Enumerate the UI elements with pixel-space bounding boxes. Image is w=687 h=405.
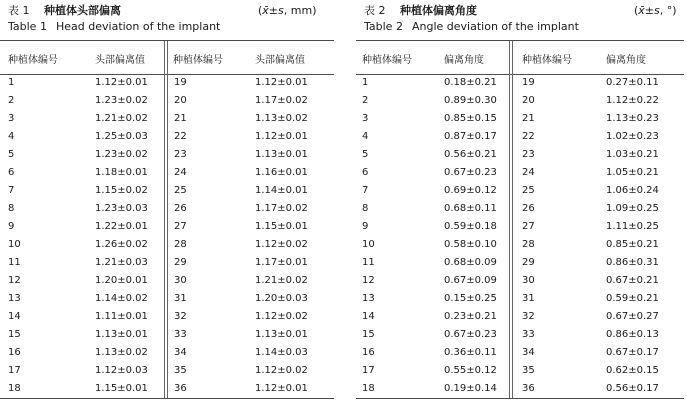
- deviation-value-cell: 0.87±0.17: [444, 131, 497, 142]
- deviation-value-cell: 1.17±0.02: [255, 95, 308, 106]
- header-id: 种植体编号: [173, 55, 223, 66]
- deviation-value-cell: 1.20±0.01: [95, 275, 148, 286]
- deviation-value-cell: 0.15±0.25: [444, 293, 497, 304]
- implant-id-cell: 16: [362, 347, 375, 358]
- deviation-value-cell: 1.23±0.03: [95, 203, 148, 214]
- implant-id-cell: 5: [8, 149, 15, 160]
- implant-id-cell: 30: [174, 275, 187, 286]
- deviation-value-cell: 0.62±0.15: [606, 365, 659, 376]
- deviation-value-cell: 1.13±0.23: [606, 113, 659, 124]
- table-row: [0, 95, 334, 113]
- table-row: [0, 149, 334, 167]
- implant-id-cell: 35: [174, 365, 187, 376]
- table-row: [356, 131, 684, 149]
- deviation-value-cell: 1.14±0.03: [255, 347, 308, 358]
- deviation-value-cell: 0.59±0.18: [444, 221, 497, 232]
- table-1: [0, 0, 334, 405]
- table-row: [356, 95, 684, 113]
- table-2: [356, 0, 684, 405]
- top-rule: [356, 40, 684, 41]
- deviation-value-cell: 1.26±0.02: [95, 239, 148, 250]
- deviation-value-cell: 0.67±0.23: [444, 167, 497, 178]
- deviation-value-cell: 1.11±0.01: [95, 311, 148, 322]
- header-value: 头部偏离值: [95, 55, 145, 66]
- implant-id-cell: 4: [362, 131, 369, 142]
- deviation-value-cell: 0.69±0.12: [444, 185, 497, 196]
- implant-id-cell: 7: [362, 185, 369, 196]
- table-row: [0, 167, 334, 185]
- implant-id-cell: 13: [8, 293, 21, 304]
- header-id: 种植体编号: [362, 55, 412, 66]
- deviation-value-cell: 1.14±0.01: [255, 185, 308, 196]
- deviation-value-cell: 0.59±0.21: [606, 293, 659, 304]
- header-value: 头部偏离值: [255, 55, 305, 66]
- deviation-value-cell: 0.85±0.15: [444, 113, 497, 124]
- table-row: [356, 185, 684, 203]
- deviation-value-cell: 0.86±0.13: [606, 329, 659, 340]
- deviation-value-cell: 0.67±0.27: [606, 311, 659, 322]
- header-rule: [356, 74, 684, 75]
- implant-id-cell: 25: [522, 185, 535, 196]
- header-value: 偏离角度: [606, 55, 646, 66]
- implant-id-cell: 12: [362, 275, 375, 286]
- implant-id-cell: 31: [522, 293, 535, 304]
- deviation-value-cell: 1.25±0.03: [95, 131, 148, 142]
- table-row: [0, 329, 334, 347]
- deviation-value-cell: 1.17±0.02: [255, 203, 308, 214]
- implant-id-cell: 16: [8, 347, 21, 358]
- table-row: [0, 221, 334, 239]
- deviation-value-cell: 0.86±0.31: [606, 257, 659, 268]
- implant-id-cell: 26: [174, 203, 187, 214]
- implant-id-cell: 6: [8, 167, 15, 178]
- table-row: [356, 329, 684, 347]
- implant-id-cell: 3: [8, 113, 15, 124]
- deviation-value-cell: 0.55±0.12: [444, 365, 497, 376]
- implant-id-cell: 17: [8, 365, 21, 376]
- deviation-value-cell: 1.12±0.02: [255, 365, 308, 376]
- deviation-value-cell: 0.67±0.23: [444, 329, 497, 340]
- deviation-value-cell: 0.58±0.10: [444, 239, 497, 250]
- deviation-value-cell: 0.67±0.21: [606, 275, 659, 286]
- table-row: [0, 113, 334, 131]
- implant-id-cell: 2: [8, 95, 15, 106]
- deviation-value-cell: 1.15±0.01: [255, 221, 308, 232]
- unit-rest: , °): [659, 4, 677, 17]
- table-row: [0, 131, 334, 149]
- deviation-value-cell: 0.56±0.17: [606, 383, 659, 394]
- deviation-value-cell: 1.12±0.03: [95, 365, 148, 376]
- deviation-value-cell: 1.21±0.03: [95, 257, 148, 268]
- implant-id-cell: 2: [362, 95, 369, 106]
- deviation-value-cell: 1.13±0.01: [95, 329, 148, 340]
- table-row: [0, 365, 334, 383]
- unit-symbol: x̄±s: [262, 4, 284, 17]
- implant-id-cell: 9: [8, 221, 15, 232]
- implant-id-cell: 34: [174, 347, 187, 358]
- implant-id-cell: 11: [362, 257, 375, 268]
- implant-id-cell: 30: [522, 275, 535, 286]
- implant-id-cell: 27: [522, 221, 535, 232]
- implant-id-cell: 24: [174, 167, 187, 178]
- deviation-value-cell: 1.13±0.01: [255, 329, 308, 340]
- implant-id-cell: 19: [174, 77, 187, 88]
- implant-id-cell: 17: [362, 365, 375, 376]
- implant-id-cell: 18: [8, 383, 21, 394]
- deviation-value-cell: 1.15±0.01: [95, 383, 148, 394]
- implant-id-cell: 29: [174, 257, 187, 268]
- table-2-title: 种植体偏离角度: [400, 4, 477, 17]
- deviation-value-cell: 1.22±0.01: [95, 221, 148, 232]
- deviation-value-cell: 0.36±0.11: [444, 347, 497, 358]
- implant-id-cell: 26: [522, 203, 535, 214]
- table-row: [0, 239, 334, 257]
- implant-id-cell: 13: [362, 293, 375, 304]
- deviation-value-cell: 0.18±0.21: [444, 77, 497, 88]
- table-1-title: 种植体头部偏离: [44, 4, 121, 17]
- table-2-number-en: Table 2: [364, 20, 403, 33]
- deviation-value-cell: 0.68±0.11: [444, 203, 497, 214]
- implant-id-cell: 9: [362, 221, 369, 232]
- table-row: [356, 149, 684, 167]
- deviation-value-cell: 1.21±0.02: [95, 113, 148, 124]
- deviation-value-cell: 1.03±0.21: [606, 149, 659, 160]
- implant-id-cell: 15: [362, 329, 375, 340]
- implant-id-cell: 10: [8, 239, 21, 250]
- table-1-caption: [8, 4, 121, 17]
- deviation-value-cell: 0.19±0.14: [444, 383, 497, 394]
- implant-id-cell: 22: [522, 131, 535, 142]
- implant-id-cell: 5: [362, 149, 369, 160]
- deviation-value-cell: 0.68±0.09: [444, 257, 497, 268]
- deviation-value-cell: 1.21±0.02: [255, 275, 308, 286]
- deviation-value-cell: 1.14±0.02: [95, 293, 148, 304]
- implant-id-cell: 8: [8, 203, 15, 214]
- table-2-caption: [364, 4, 477, 17]
- table-2-caption-en: [364, 20, 579, 33]
- implant-id-cell: 33: [522, 329, 535, 340]
- deviation-value-cell: 1.02±0.23: [606, 131, 659, 142]
- header-id: 种植体编号: [8, 55, 58, 66]
- implant-id-cell: 27: [174, 221, 187, 232]
- table-row: [0, 275, 334, 293]
- implant-id-cell: 10: [362, 239, 375, 250]
- deviation-value-cell: 1.12±0.02: [255, 311, 308, 322]
- deviation-value-cell: 1.23±0.02: [95, 149, 148, 160]
- implant-id-cell: 29: [522, 257, 535, 268]
- implant-id-cell: 31: [174, 293, 187, 304]
- unit-open: (: [258, 4, 263, 17]
- table-1-number: 表 1: [8, 4, 30, 17]
- implant-id-cell: 36: [522, 383, 535, 394]
- table-row: [356, 293, 684, 311]
- table-row: [356, 275, 684, 293]
- deviation-value-cell: 0.23±0.21: [444, 311, 497, 322]
- implant-id-cell: 24: [522, 167, 535, 178]
- table-row: [0, 383, 334, 401]
- table-row: [356, 311, 684, 329]
- implant-id-cell: 32: [522, 311, 535, 322]
- implant-id-cell: 18: [362, 383, 375, 394]
- unit-open: (: [634, 4, 639, 17]
- implant-id-cell: 6: [362, 167, 369, 178]
- table-1-title-en: Head deviation of the implant: [56, 20, 221, 33]
- deviation-value-cell: 0.67±0.09: [444, 275, 497, 286]
- implant-id-cell: 23: [522, 149, 535, 160]
- implant-id-cell: 1: [362, 77, 369, 88]
- deviation-value-cell: 0.27±0.11: [606, 77, 659, 88]
- table-row: [356, 365, 684, 383]
- table-1-number-en: Table 1: [8, 20, 47, 33]
- deviation-value-cell: 1.18±0.01: [95, 167, 148, 178]
- deviation-value-cell: 0.67±0.17: [606, 347, 659, 358]
- table-row: [0, 185, 334, 203]
- implant-id-cell: 22: [174, 131, 187, 142]
- deviation-value-cell: 0.89±0.30: [444, 95, 497, 106]
- table-row: [356, 347, 684, 365]
- implant-id-cell: 28: [174, 239, 187, 250]
- implant-id-cell: 32: [174, 311, 187, 322]
- deviation-value-cell: 1.09±0.25: [606, 203, 659, 214]
- header-value: 偏离角度: [444, 55, 484, 66]
- implant-id-cell: 7: [8, 185, 15, 196]
- deviation-value-cell: 1.06±0.24: [606, 185, 659, 196]
- table-row: [0, 203, 334, 221]
- implant-id-cell: 20: [522, 95, 535, 106]
- deviation-value-cell: 1.12±0.01: [255, 383, 308, 394]
- implant-id-cell: 35: [522, 365, 535, 376]
- deviation-value-cell: 1.12±0.02: [255, 239, 308, 250]
- table-row: [0, 347, 334, 365]
- implant-id-cell: 4: [8, 131, 15, 142]
- header-id: 种植体编号: [522, 55, 572, 66]
- table-2-unit: [634, 4, 677, 17]
- unit-rest: , mm): [283, 4, 317, 17]
- implant-id-cell: 28: [522, 239, 535, 250]
- deviation-value-cell: 1.12±0.22: [606, 95, 659, 106]
- table-row: [356, 203, 684, 221]
- table-row: [356, 383, 684, 401]
- table-row: [0, 77, 334, 95]
- implant-id-cell: 34: [522, 347, 535, 358]
- table-row: [356, 77, 684, 95]
- implant-id-cell: 33: [174, 329, 187, 340]
- deviation-value-cell: 1.12±0.01: [95, 77, 148, 88]
- implant-id-cell: 14: [362, 311, 375, 322]
- implant-id-cell: 15: [8, 329, 21, 340]
- table-1-caption-en: [8, 20, 220, 33]
- implant-id-cell: 20: [174, 95, 187, 106]
- deviation-value-cell: 1.20±0.03: [255, 293, 308, 304]
- unit-symbol: x̄±s: [638, 4, 660, 17]
- deviation-value-cell: 1.13±0.01: [255, 149, 308, 160]
- table-2-title-en: Angle deviation of the implant: [412, 20, 579, 33]
- implant-id-cell: 23: [174, 149, 187, 160]
- implant-id-cell: 25: [174, 185, 187, 196]
- implant-id-cell: 21: [522, 113, 535, 124]
- deviation-value-cell: 1.11±0.25: [606, 221, 659, 232]
- implant-id-cell: 12: [8, 275, 21, 286]
- table-row: [356, 239, 684, 257]
- table-row: [356, 257, 684, 275]
- table-row: [0, 293, 334, 311]
- table-row: [356, 167, 684, 185]
- table-row: [0, 257, 334, 275]
- table-1-unit: [258, 4, 316, 17]
- deviation-value-cell: 1.15±0.02: [95, 185, 148, 196]
- implant-id-cell: 8: [362, 203, 369, 214]
- implant-id-cell: 36: [174, 383, 187, 394]
- deviation-value-cell: 1.13±0.02: [255, 113, 308, 124]
- deviation-value-cell: 1.13±0.02: [95, 347, 148, 358]
- deviation-value-cell: 1.23±0.02: [95, 95, 148, 106]
- implant-id-cell: 1: [8, 77, 15, 88]
- deviation-value-cell: 1.17±0.01: [255, 257, 308, 268]
- deviation-value-cell: 1.16±0.01: [255, 167, 308, 178]
- deviation-value-cell: 1.05±0.21: [606, 167, 659, 178]
- table-2-number: 表 2: [364, 4, 386, 17]
- implant-id-cell: 21: [174, 113, 187, 124]
- table-row: [0, 311, 334, 329]
- implant-id-cell: 11: [8, 257, 21, 268]
- deviation-value-cell: 1.12±0.01: [255, 131, 308, 142]
- implant-id-cell: 3: [362, 113, 369, 124]
- table-row: [356, 113, 684, 131]
- deviation-value-cell: 0.85±0.21: [606, 239, 659, 250]
- implant-id-cell: 19: [522, 77, 535, 88]
- table-row: [356, 221, 684, 239]
- deviation-value-cell: 1.12±0.01: [255, 77, 308, 88]
- implant-id-cell: 14: [8, 311, 21, 322]
- deviation-value-cell: 0.56±0.21: [444, 149, 497, 160]
